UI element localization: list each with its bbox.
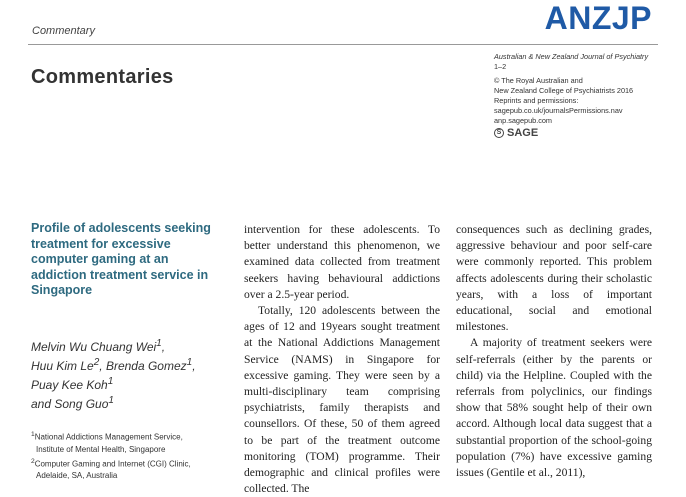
author-affiliation-mark: 1 [107,376,114,387]
publisher-logo [494,128,664,138]
journal-site-link[interactable]: anp.sagepub.com [494,116,553,125]
copyright-line-2: New Zealand College of Psychiatrists 2016 [494,86,634,95]
author-separator: and [31,397,55,411]
affiliation-1-cont: Institute of Mental Health, Singapore [36,444,166,454]
page-range: 1–2 [494,62,507,71]
author-affiliation-mark: 2 [93,357,100,368]
author-name: Huu Kim Le [31,359,94,373]
paragraph: intervention for these adolescents. To better understand this phenomenon, we examined data collected from treatment seekers having behavioural addictions over a 2.5-year period. [244,223,440,301]
affiliations [31,429,231,482]
publisher-name: SAGE [507,127,539,139]
paragraph: consequences such as declining grades, aggressive behaviour and poor self-care were commonly reported. This problem affects adolescents during their scholastic years, with a loss of important educational, social and emotional milestones. [456,223,652,334]
affiliation-mark: 1 [31,431,35,438]
author-affiliation-mark: 1 [186,357,193,368]
body-column-2 [456,222,652,481]
copyright-line-1: © The Royal Australian and [494,76,583,85]
affiliation-text: National Addictions Management Service, [34,432,183,442]
header-rule [28,44,658,45]
affiliation-mark: 2 [31,457,35,465]
paragraph: Totally, 120 adolescents between the ages of 12 and 19years sought treatment at the National Addictions Management Service (NAMS) in Singapore for excessive gaming. They were seen by a multi-disciplinary team comprising psychiatrists, family therapists and counsellors. Of these, 50 of them agreed to be part of the treatment outcome monitoring (TOM) programme. Their demographic and clinical profiles were collected. The [244,304,440,496]
affiliation-2-cont: Adelaide, SA, Australia [36,471,118,481]
author-separator: , [192,359,196,373]
author-separator: , [99,359,106,373]
paragraph: A majority of treatment seekers were self-referrals (either by the parents or child) via the Helpline. Coupled with the referrals from polyclinics, our findings show that 58% sought help of their own accord. Although local data suggest that a substantial proportion of the school-going population (7%) have excessive gaming issues (Gentile et al., 2011), [456,336,652,480]
affiliation-text: Computer Gaming and Internet (CGI) Clinic, [34,459,191,469]
author-name: Puay Kee Koh [31,378,108,392]
reprints-line-1: Reprints and permissions: [494,96,579,105]
author-affiliation-mark: 1 [108,395,114,406]
journal-meta [494,52,664,138]
author-affiliation-mark: 1 [156,338,162,349]
affiliation-2 [31,456,231,471]
author-name: Song Guo [54,397,109,411]
article-title: Profile of adolescents seeking treatment for excessive computer gaming at an addiction treatment service in Singapore [31,221,211,297]
journal-logo: ANZJP [544,0,652,36]
author-name: Brenda Gomez [105,359,187,373]
sage-icon: S [494,128,504,138]
section-label: Commentary [32,25,95,37]
author-name: Melvin Wu Chuang Wei [31,340,157,354]
reprints-link[interactable]: sagepub.co.uk/journalsPermissions.nav [494,106,623,115]
body-column-1 [244,222,440,497]
author-separator: , [161,340,166,354]
page-heading: Commentaries [31,66,174,88]
journal-name: Australian & New Zealand Journal of Psychiatry [494,52,649,61]
affiliation-1 [31,429,231,444]
author-list [31,336,221,412]
